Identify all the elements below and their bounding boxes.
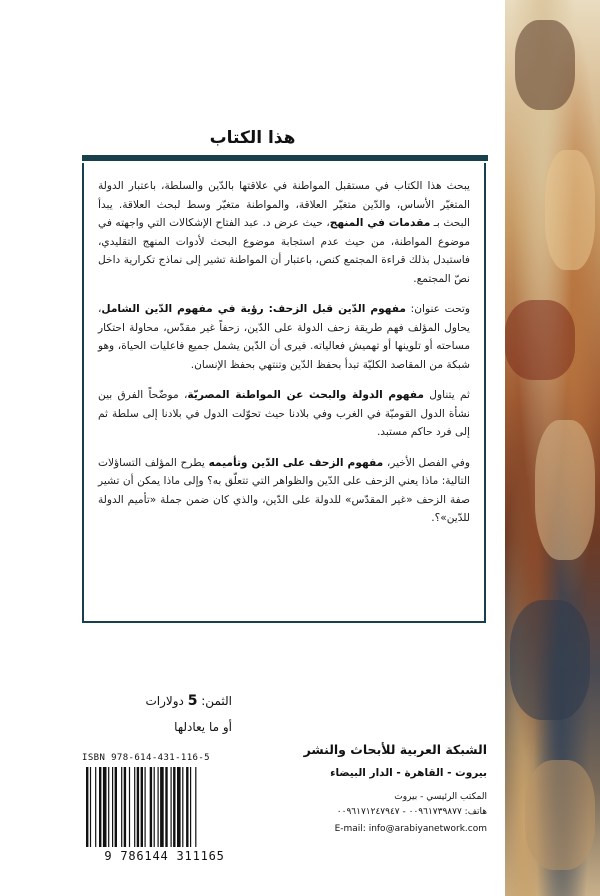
p4-text2: يطرح المؤلف التساؤلات التالية: ماذا يعني الزحف على الدّين والظواهر التي تتعلّق به؟ وإلى ماذا يمكن أن تشير صفة الزحف «غير المقدّس» للدولة على الدّين، والذي كان ضمن جملة «تأميم الدولة للدّين»؟. xyxy=(98,456,470,524)
p3-text2: ، موضّحاً الفرق بين نشأة الدول القوميّة في الغرب وفي بلادنا حيث تحوّلت الدول في بلادنا إلى سلطة ثم إلى فرد حاكم مستبد. xyxy=(98,389,470,438)
paragraph-3 xyxy=(98,386,470,442)
paragraph-4 xyxy=(98,454,470,528)
page-title: هذا الكتاب xyxy=(209,128,296,148)
p2-text: وتحت عنوان: xyxy=(405,303,470,315)
barcode-digits: 9 786144 311165 xyxy=(104,849,225,863)
publisher-office: المكتب الرئيسي - بيروت xyxy=(394,792,487,802)
publisher-name: الشبكة العربية للأبحاث والنشر xyxy=(303,742,487,757)
paragraph-2 xyxy=(98,300,470,374)
price-line xyxy=(82,688,232,714)
p2-bold: مفهوم الدّين قبل الزحف: رؤية في مفهوم الدّين الشامل xyxy=(101,303,406,315)
cover-painting-image xyxy=(505,0,600,896)
publisher-cities: بيروت - القاهرة - الدار البيضاء xyxy=(330,767,487,779)
p1-bold: مقدمات في المنهج xyxy=(329,217,431,229)
price-block xyxy=(82,688,232,740)
isbn-text: ISBN 978-614-431-116-5 xyxy=(82,753,211,763)
p2-text2: ، يحاول المؤلف فهم طريقة زحف الدولة على الدّين، زحفاً غير مقدّس، محاولة احتكار مساحته أو تلوينها أو تهميش فعالياته. فيرى أن الدّين يشمل جميع فاعليات الحياة، وهو شبكة من المقاصد الكليّة تبدأ بحفظ الدّين وتنتهي بحفظ الإنسان. xyxy=(98,303,470,371)
price-unit: دولارات xyxy=(145,694,184,708)
p1-text2: ، حيث عرض د. عبد الفتاح الإشكالات التي واجهته في موضوع المواطنة، من حيث عدم استجابة موضوع البحث لأدوات المنهج التقليدي، فاستبدل بذلك قراءة المجتمع كنص، باعتبار أن المواطنة تشير إلى نماذج تكرارية داخل نصّ المجتمع. xyxy=(98,217,470,285)
p1-text: يبحث هذا الكتاب في مستقبل المواطنة في علاقتها بالدّين والسلطة، باعتبار الدولة المتغيّر الأساس، والدّين متغيّر العلاقة، والمواطنة متغيّر وسط لبحث العلاقة. يبدأ البحث بـ xyxy=(98,180,470,229)
p3-text: ثم يتناول xyxy=(423,389,470,401)
price-label: الثمن: xyxy=(201,694,232,708)
p3-bold: مفهوم الدولة والبحث عن المواطنة المصريّة xyxy=(187,389,424,401)
p4-text: وفي الفصل الأخير، xyxy=(383,456,470,469)
paragraph-1 xyxy=(98,177,470,288)
publisher-phone: هاتف: ٠٠٩٦١٧٣٩٨٧٧ - ٠٠٩٦١٧١٢٤٧٩٤٧ xyxy=(336,807,487,817)
barcode-icon xyxy=(82,767,247,847)
title-rule xyxy=(82,155,488,161)
price-value: 5 xyxy=(187,693,198,709)
barcode-block xyxy=(82,753,247,865)
p4-bold: مفهوم الزحف على الدّين وتأميمه xyxy=(208,456,384,469)
publisher-email[interactable]: E-mail: info@arabiyanetwork.com xyxy=(334,824,487,834)
description-box xyxy=(82,163,486,623)
price-alt: أو ما يعادلها xyxy=(174,720,232,734)
publisher-block xyxy=(255,740,487,838)
